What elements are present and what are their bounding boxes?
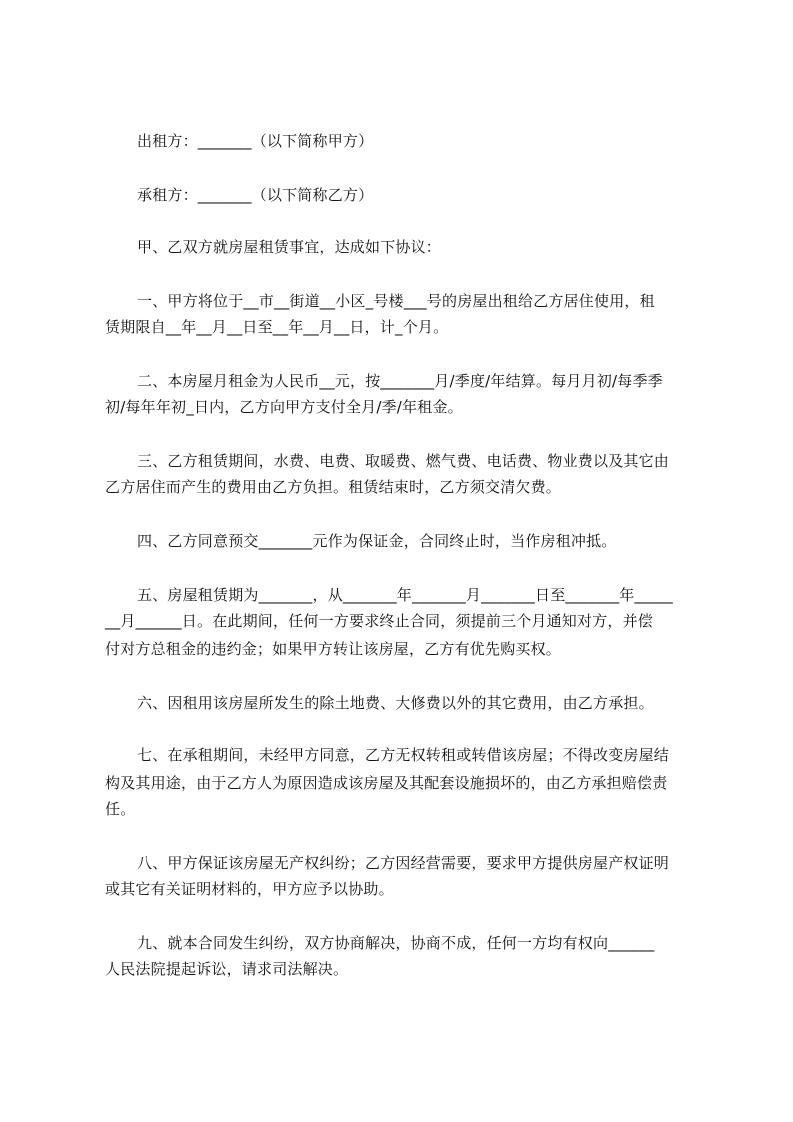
clause-7-line-3: 任。 <box>105 800 136 818</box>
clause-9-line-2: 人民法院提起诉讼，请求司法解决。 <box>105 960 349 978</box>
clause-3-line-2: 乙方居住而产生的费用由乙方负担。租赁结束时，乙方须交清欠费。 <box>105 478 562 496</box>
clause-5-line-2: __月______日。在此期间，任何一方要求终止合同，须提前三个月通知对方，并偿 <box>105 612 654 630</box>
clause-3-line-1: 三、乙方租赁期间，水费、电费、取暖费、燃气费、电话费、物业费以及其它由 <box>137 452 670 470</box>
lessor-line: 出租方：_______（以下简称甲方） <box>137 132 374 150</box>
clause-7-line-1: 七、在承租期间，未经甲方同意，乙方无权转租或转借该房屋；不得改变房屋结 <box>137 746 670 764</box>
clause-8-line-1: 八、甲方保证该房屋无产权纠纷；乙方因经营需要，要求甲方提供房屋产权证明 <box>137 854 670 872</box>
clause-6-line-1: 六、因租用该房屋所发生的除土地费、大修费以外的其它费用，由乙方承担。 <box>137 694 654 712</box>
clause-7-line-2: 构及其用途，由于乙方人为原因造成该房屋及其配套设施损坏的，由乙方承担赔偿责 <box>105 774 668 792</box>
clause-9-line-1: 九、就本合同发生纠纷，双方协商解决，协商不成，任何一方均有权向______ <box>137 934 655 952</box>
clause-1-line-1: 一、甲方将位于__市__街道__小区_号楼___号的房屋出租给乙方居住使用，租 <box>137 292 655 310</box>
clause-4-line-1: 四、乙方同意预交_______元作为保证金，合同终止时，当作房租冲抵。 <box>137 532 617 550</box>
agreement-intro: 甲、乙双方就房屋租赁事宜，达成如下协议： <box>137 238 442 256</box>
clause-8-line-2: 或其它有关证明材料的，甲方应予以协助。 <box>105 880 394 898</box>
clause-2-line-1: 二、本房屋月租金为人民币__元，按_______月/季度/年结算。每月月初/每季季 <box>137 372 663 390</box>
lessee-line: 承租方：_______（以下简称乙方） <box>137 186 374 204</box>
clause-1-line-2: 赁期限自__年__月__日至__年__月__日，计_个月。 <box>105 318 449 336</box>
clause-2-line-2: 初/每年年初_日内，乙方向甲方支付全月/季/年租金。 <box>105 398 463 416</box>
clause-5-line-3: 付对方总租金的违约金；如果甲方转让该房屋，乙方有优先购买权。 <box>105 640 562 658</box>
clause-5-line-1: 五、房屋租赁期为_______，从_______年_______月_______日至_______年_____ <box>137 586 674 604</box>
